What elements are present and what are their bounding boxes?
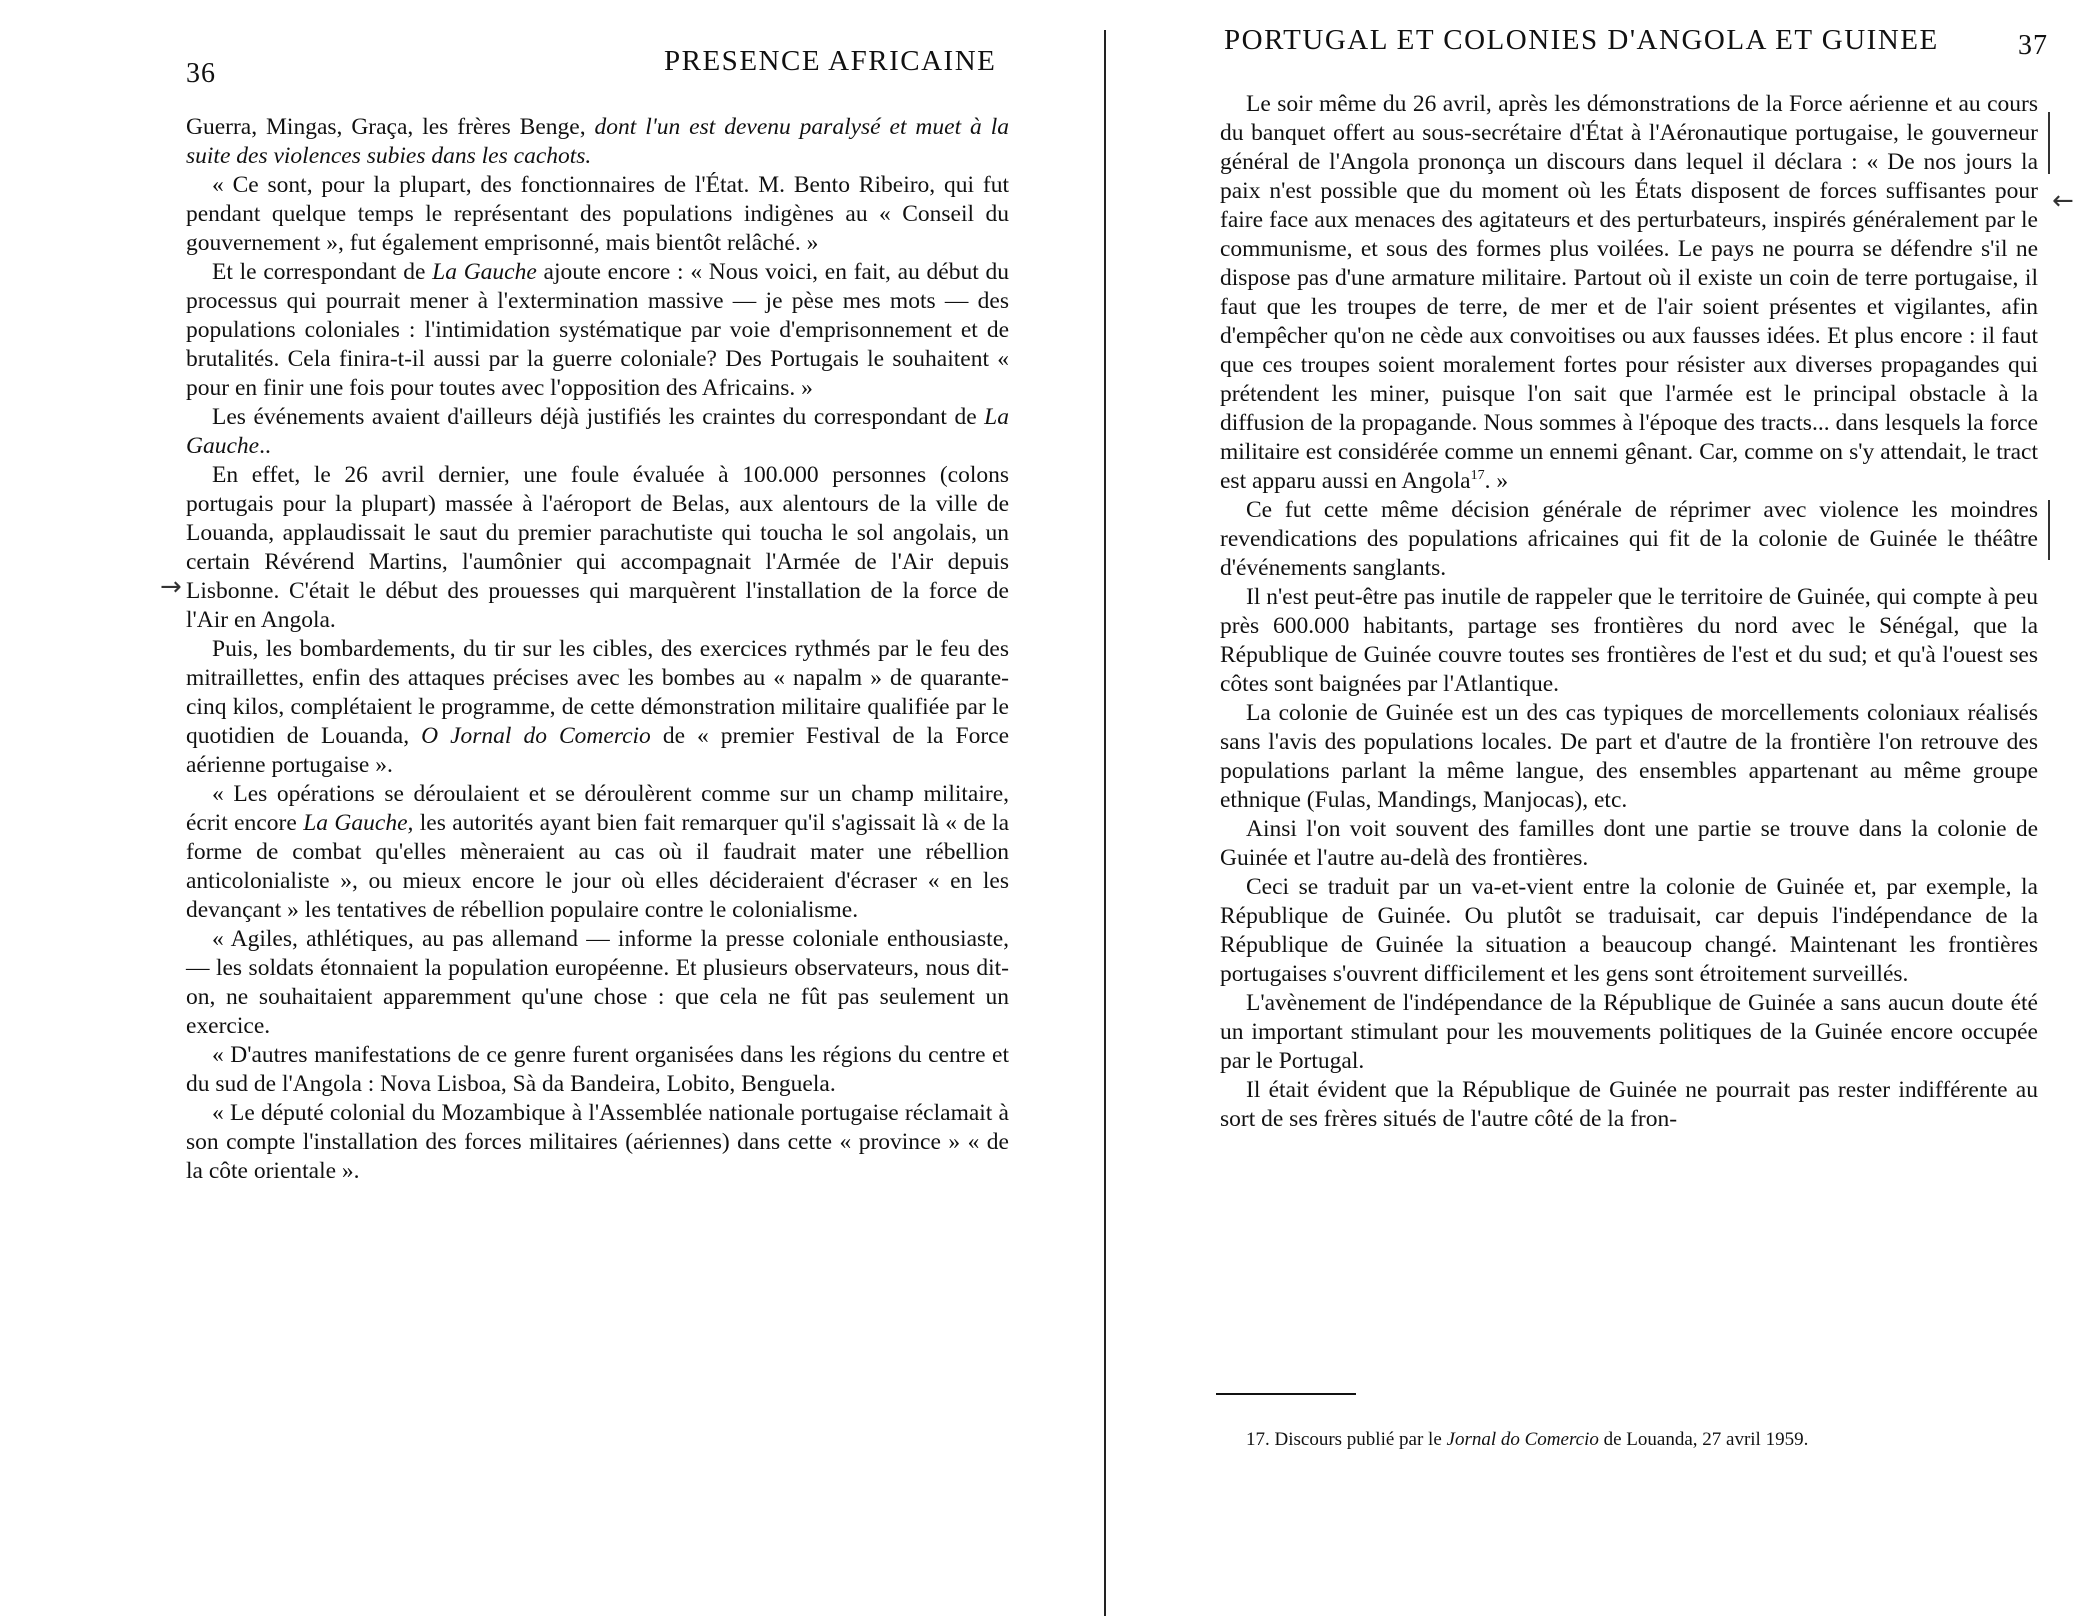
paragraph	[186, 925, 1009, 1041]
arrow-mark: ←	[2052, 186, 2074, 216]
paragraph	[186, 403, 1009, 461]
text-run: 17. Discours publié par le	[1246, 1429, 1447, 1450]
italic-text: La Gauche	[432, 259, 537, 285]
text-run: les autorités ayant bien fait remarquer qu'il s'agissait là « de la forme de combat qu'elles mèneraient au cas où il faudrait mater une rébellion anticolonialiste », ou mieux encore le jour où elles décideraient d'écraser « en les devançant » les tentatives de rébellion populaire contre le colonialisme.	[186, 810, 1009, 923]
text-run: Il n'est peut-être pas inutile de rappeler que le territoire de Guinée, qui compte à peu près 600.000 habitants, partage ses frontières du nord avec le Sénégal, que la République de Guinée couvre toutes ses frontières de l'est et du sud; et qu'à l'ouest ses côtes sont baignées par l'Atlantique.	[1220, 584, 2038, 697]
text-run: ajoute encore : « Nous voici, en fait, au début du processus qui pourrait mener à l'extermination massive — je pèse mes mots — des populations coloniales : l'intimidation systématique par voie d'emprisonnement et de brutalités. Cela finira-t-il aussi par la guerre coloniale? Des Portugais le souhaitent « pour en finir une fois pour toutes avec l'opposition des Africains. »	[186, 259, 1010, 401]
paragraph	[186, 171, 1009, 258]
paragraph	[186, 461, 1009, 635]
text-run: Guerra, Mingas, Graça, les frères Benge,	[186, 114, 595, 140]
text-run: Il était évident que la République de Guinée ne pourrait pas rester indifférente au sort de ses frères situés de l'autre côté de la fron-	[1220, 1077, 2038, 1132]
text-run: Ainsi l'on voit souvent des familles dont une partie se trouve dans la colonie de Guinée et l'autre au-delà des frontières.	[1220, 816, 2038, 871]
footnote	[1246, 1428, 2046, 1452]
right-text-column	[1220, 90, 2038, 1134]
paragraph	[1220, 496, 2038, 583]
text-run: Le soir même du 26 avril, après les démonstrations de la Force aérienne et au cours du banquet offert au sous-secrétaire d'État à l'Aéronautique portugaise, le gouverneur général de l'Angola prononça un discours dans lequel il déclara : « De nos jours la paix n'est possible que du moment où les États disposent de forces suffisantes pour faire face aux menaces des agitateurs et des perturbateurs, inspirés généralement par le communisme, et sous des formes plus voilées. Le pays ne pourra se défendre s'il ne dispose pas d'une armature militaire. Partout où il existe un coin de terre portugaise, il faut que les troupes de terre, de mer et de l'air soient présentes et vigilantes, afin d'empêcher qu'on ne cède aux convoitises ou aux fausses idées. Et plus encore : il faut que ces troupes soient moralement fortes pour résister aux diverses propagandes qui prétendent les miner, puisque l'on sait que l'armée est le principal obstacle à la diffusion de la propagande. Nous sommes à l'époque des tracts... dans lesquels la force militaire est considérée comme un ennemi gênant. Car, comme on s'y attendait, le tract est apparu aussi en Angola	[1220, 91, 2038, 494]
text-run: Ceci se traduit par un va-et-vient entre la colonie de Guinée et, par exemple, la République de Guinée. Ou plutôt se traduisait, car depuis l'indépendance de la République de Guinée la situation a beaucoup changé. Maintenant les frontières portugaises s'ouvrent difficilement et les gens sont étroitement surveillés.	[1220, 874, 2038, 987]
paragraph	[186, 113, 1009, 171]
text-run: L'avènement de l'indépendance de la République de Guinée a sans aucun doute été un important stimulant pour les mouvements politiques de la Guinée encore occupée par le Portugal.	[1220, 990, 2038, 1074]
paragraph	[186, 1041, 1009, 1099]
text-run: « D'autres manifestations de ce genre furent organisées dans les régions du centre et du sud de l'Angola : Nova Lisboa, Sà da Bandeira, Lobito, Benguela.	[186, 1042, 1009, 1097]
italic-text: dont l'un est devenu paralysé et muet à la suite des violences subies dans les cachots.	[186, 114, 1009, 169]
text-run: ..	[259, 433, 271, 459]
running-head: PORTUGAL ET COLONIES D'ANGOLA ET GUINEE	[1224, 24, 1939, 56]
footnote-rule	[1216, 1393, 1356, 1395]
paragraph	[1220, 873, 2038, 989]
italic-text: La Gauche	[186, 404, 1009, 459]
text-run: « Ce sont, pour la plupart, des fonctionnaires de l'État. M. Bento Ribeiro, qui fut pendant quelque temps le représentant des populations indigènes au « Conseil du gouvernement », fut également emprisonné, mais bientôt relâché. »	[186, 172, 1009, 256]
page-number: 36	[186, 58, 216, 89]
right-page	[1106, 0, 2096, 1616]
text-run: de « premier Festival de la Force aérienne portugaise ».	[186, 723, 1010, 778]
text-run: Les événements avaient d'ailleurs déjà justifiés les craintes du correspondant de	[212, 404, 985, 430]
text-run: « Agiles, athlétiques, au pas allemand — informe la presse coloniale enthousiaste, — les soldats étonnaient la population européenne. Et plusieurs observateurs, nous dit-on, ne souhaitaient apparemment qu'une chose : que cela ne fût pas seulement un exercice.	[186, 926, 1009, 1039]
text-run: « Les opérations se déroulaient et se déroulèrent comme sur un champ militaire, écrit encore	[186, 781, 1009, 836]
text-run: La colonie de Guinée est un des cas typiques de morcellements coloniaux réalisés sans l'avis des populations locales. De part et d'autre de la frontière l'on retrouve des populations parlant la même langue, des ensembles appartenant au même groupe ethnique (Fulas, Mandings, Manjocas), etc.	[1220, 700, 2038, 813]
running-head: PRESENCE AFRICAINE	[664, 45, 997, 77]
text-run: de Louanda, 27 avril 1959.	[1598, 1429, 1809, 1450]
text-run: En effet, le 26 avril dernier, une foule évaluée à 100.000 personnes (colons portugais pour la plupart) massée à l'aéroport de Belas, aux alentours de la ville de Louanda, applaudissait le saut du premier parachutiste qui toucha le sol angolais, un certain Révérend Martins, l'aumônier qui accompagnait l'Armée de l'Air depuis Lisbonne. C'était le début des prouesses qui marquèrent l'installation de la force de l'Air en Angola.	[186, 462, 1009, 633]
paragraph	[1220, 815, 2038, 873]
italic-text: La Gauche,	[303, 810, 414, 836]
left-text-column	[186, 113, 1009, 1186]
text-run: Puis, les bombardements, du tir sur les cibles, des exercices rythmés par le feu des mitraillettes, enfin des attaques précises avec les bombes au « napalm » de quarante-cinq kilos, complétaient le programme, de cette démonstration militaire qualifiée par le quotidien de Louanda,	[186, 636, 1009, 749]
footnote-reference: 17	[1470, 468, 1485, 484]
italic-text: O Jornal do Comercio	[421, 723, 651, 749]
paragraph	[1220, 699, 2038, 815]
paragraph	[186, 1099, 1009, 1186]
paragraph	[1220, 989, 2038, 1076]
margin-mark	[2048, 112, 2050, 174]
text-run: . »	[1484, 468, 1509, 494]
italic-text: Jornal do Comercio	[1446, 1429, 1599, 1450]
arrow-mark: →	[160, 572, 182, 602]
page-number: 37	[2018, 30, 2048, 61]
margin-mark	[2048, 500, 2050, 560]
text-run: Et le correspondant de	[212, 259, 433, 285]
paragraph	[1220, 90, 2038, 496]
paragraph	[186, 635, 1009, 780]
paragraph	[1220, 583, 2038, 699]
paragraph	[186, 780, 1009, 925]
text-run: « Le député colonial du Mozambique à l'Assemblée nationale portugaise réclamait à son compte l'installation des forces militaires (aériennes) dans cette « province » « de la côte orientale ».	[186, 1100, 1009, 1184]
paragraph	[186, 258, 1009, 403]
paragraph	[1220, 1076, 2038, 1134]
text-run: Ce fut cette même décision générale de réprimer avec violence les moindres revendications des populations africaines qui fit de la colonie de Guinée le théâtre d'événements sanglants.	[1220, 497, 2038, 581]
